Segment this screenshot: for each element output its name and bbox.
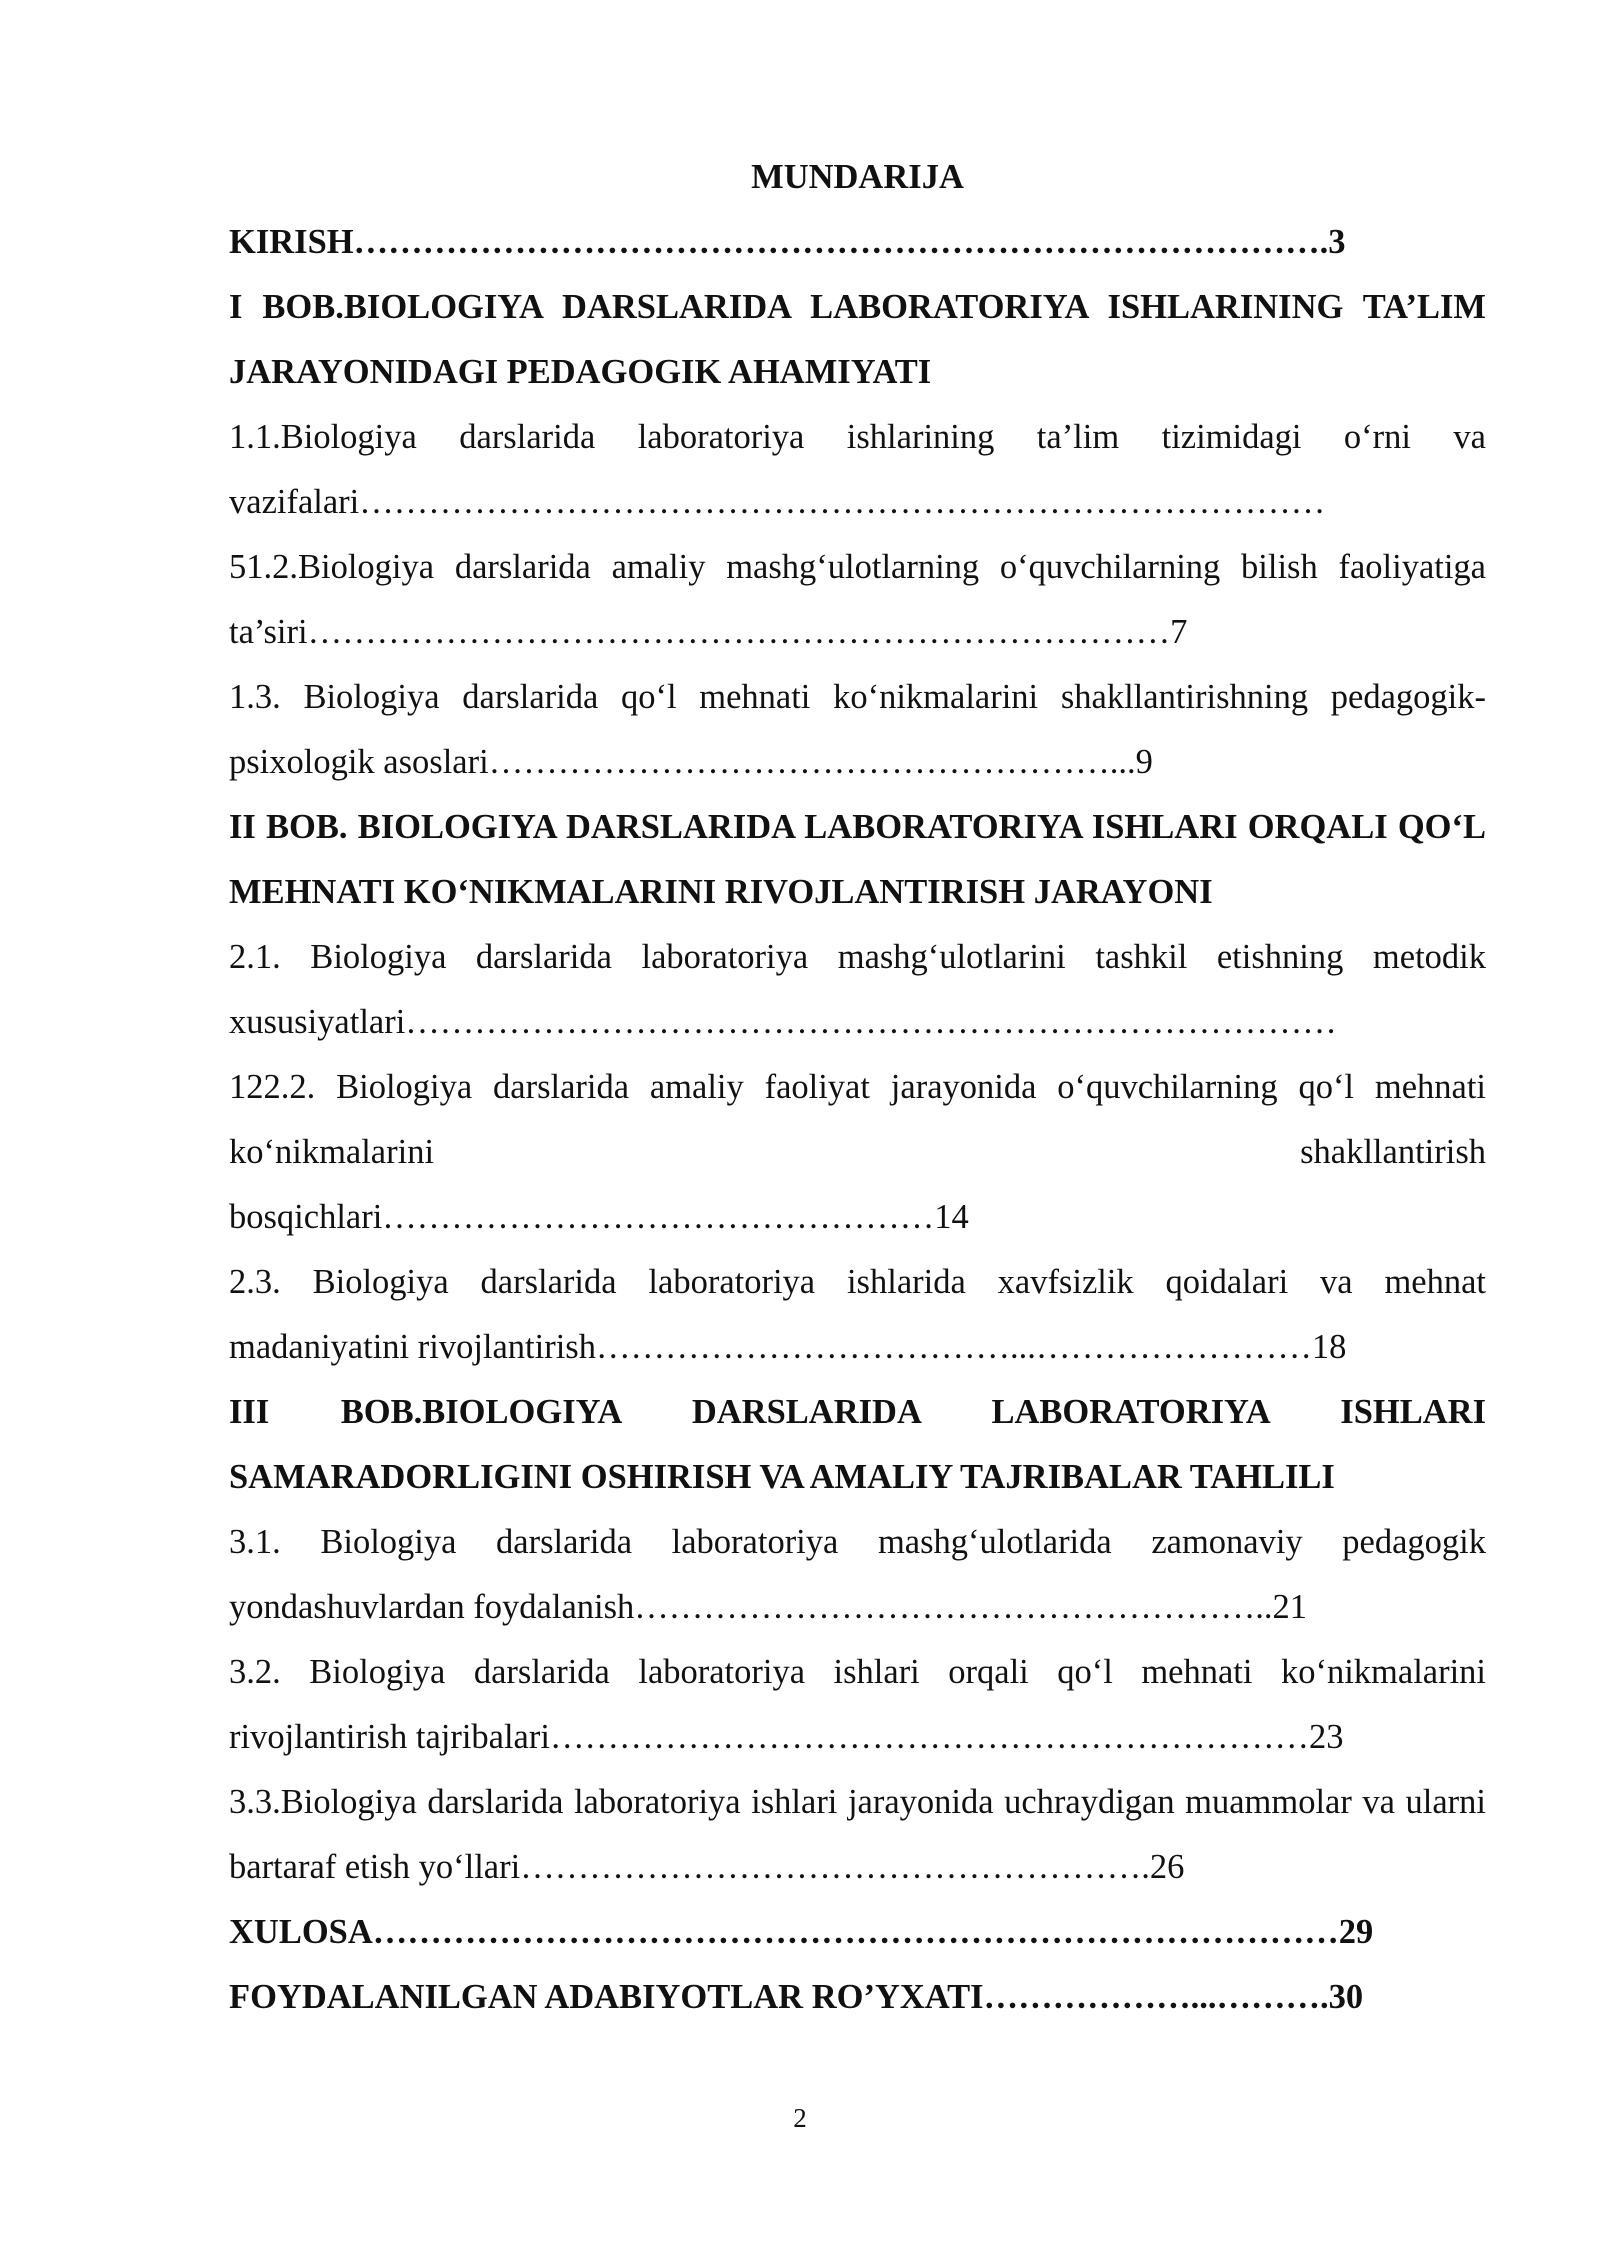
toc-entry-2-1: 2.1. Biologiya darslarida laboratoriya mashg‘ulotlarini tashkil etishning metodik xususiyatlari……………………………………………………………………… xyxy=(229,938,1486,1041)
toc-entry-3-1: 3.1. Biologiya darslarida laboratoriya mashg‘ulotlarida zamonaviy pedagogik yondashuvlardan foydalanish………………………………………………..21 xyxy=(229,1523,1486,1626)
toc-entry-introduction: KIRISH………………………………………………………………………….3 xyxy=(229,223,1346,261)
toc-entry-1-2: 51.2.Biologiya darslarida amaliy mashg‘ulotlarning o‘quvchilarning bilish faoliyatiga ta’siri…………………………………………………………………7 xyxy=(229,548,1486,651)
page-number: 2 xyxy=(793,2103,807,2133)
toc-entry-conclusion: XULOSA…………………………………………………………………………29 xyxy=(229,1913,1374,1951)
toc-entry-2-2: 122.2. Biologiya darslarida amaliy faoliyat jarayonida o‘quvchilarning qo‘l mehnati ko‘nikmalarini shakllantirish xyxy=(229,1068,1486,1171)
toc-heading: MUNDARIJA xyxy=(751,158,964,196)
toc-chapter-2-title: II BOB. BIOLOGIYA DARSLARIDA LABORATORIYA ISHLARI ORQALI QO‘L MEHNATI KO‘NIKMALARINI RIVOJLANTIRISH JARAYONI xyxy=(229,808,1486,911)
table-of-contents xyxy=(229,145,1486,2030)
toc-entry-1-3: 1.3. Biologiya darslarida qo‘l mehnati ko‘nikmalarini shakllantirishning pedagogik-psixologik asoslari………………………………………………...9 xyxy=(229,678,1486,781)
toc-entry-references: FOYDALANILGAN ADABIYOTLAR RO’YXATI………………...……….30 xyxy=(229,1978,1364,2016)
toc-entry-2-3: 2.3. Biologiya darslarida laboratoriya ishlarida xavfsizlik qoidalari va mehnat madaniyatini rivojlantirish………………………………...……………………18 xyxy=(229,1263,1486,1366)
toc-chapter-3-title: III BOB.BIOLOGIYA DARSLARIDA LABORATORIYA ISHLARI SAMARADORLIGINI OSHIRISH VA AMALIY TAJRIBALAR TAHLILI xyxy=(229,1393,1486,1496)
toc-entry-3-2: 3.2. Biologiya darslarida laboratoriya ishlari orqali qo‘l mehnati ko‘nikmalarini rivojlantirish tajribalari…………………………………………………………23 xyxy=(229,1653,1486,1756)
toc-chapter-1-title: I BOB.BIOLOGIYA DARSLARIDA LABORATORIYA ISHLARINING TA’LIM JARAYONIDAGI PEDAGOGIK AHAMIYATI xyxy=(229,288,1486,391)
toc-entry-1-1: 1.1.Biologiya darslarida laboratoriya ishlarining ta’lim tizimidagi o‘rni va vazifalari………………………………………………………………………… xyxy=(229,418,1486,521)
toc-entry-2-2-continuation: bosqichlari…………………………………………14 xyxy=(229,1198,969,1236)
toc-entry-3-3: 3.3.Biologiya darslarida laboratoriya ishlari jarayonida uchraydigan muammolar va ularni bartaraf etish yo‘llari……………………………………………….26 xyxy=(229,1783,1486,1886)
